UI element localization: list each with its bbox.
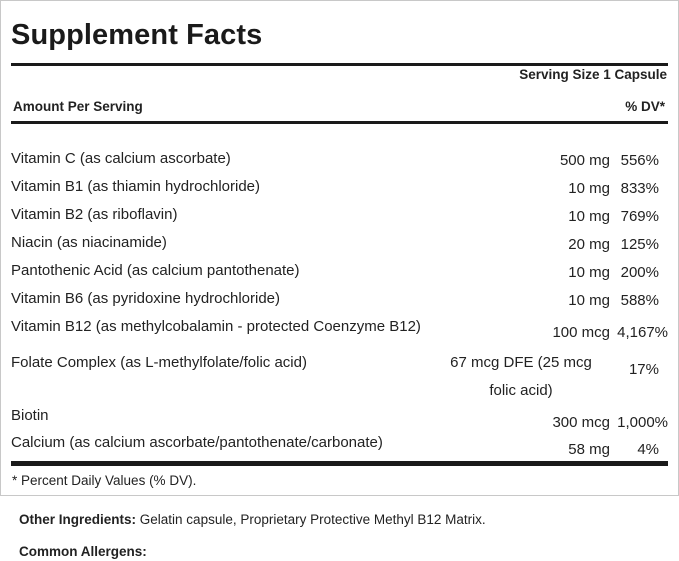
nutrient-dv: 4%: [637, 441, 659, 458]
nutrient-dv: 556%: [620, 152, 659, 169]
nutrient-name: Vitamin B2 (as riboflavin): [11, 206, 178, 223]
daily-value-header: % DV*: [625, 99, 665, 114]
nutrient-amount: 300 mcg: [552, 414, 610, 431]
daily-value-footnote: * Percent Daily Values (% DV).: [12, 473, 197, 488]
amount-per-serving-header: Amount Per Serving: [13, 99, 143, 114]
nutrient-name: Vitamin B1 (as thiamin hydrochloride): [11, 178, 261, 195]
nutrient-dv: 833%: [620, 180, 659, 197]
nutrient-name: Vitamin B12 (as methylcobalamin - protected Coenzyme B12): [11, 318, 421, 335]
serving-size: Serving Size 1 Capsule: [519, 67, 667, 82]
other-ingredients-label: Other Ingredients:: [19, 512, 137, 527]
nutrient-name: Folate Complex (as L-methylfolate/folic acid): [11, 354, 307, 371]
nutrient-amount: 10 mg: [568, 264, 610, 281]
other-ingredients: [19, 512, 486, 527]
nutrient-amount: 10 mg: [568, 180, 610, 197]
common-allergens-label: Common Allergens:: [19, 544, 147, 559]
nutrient-amount: 67 mcg DFE (25 mcg folic acid): [450, 354, 592, 399]
nutrient-name: Niacin (as niacinamide): [11, 234, 167, 251]
nutrient-name: Vitamin B6 (as pyridoxine hydrochloride): [11, 290, 281, 307]
nutrient-name: Biotin: [11, 407, 49, 424]
nutrient-dv: 769%: [620, 208, 659, 225]
nutrient-amount: 10 mg: [568, 208, 610, 225]
nutrient-amount: 100 mcg: [552, 324, 610, 341]
nutrient-dv: 17%: [628, 361, 659, 378]
title-divider: [11, 63, 668, 66]
nutrient-amount: 58 mg: [568, 441, 610, 458]
nutrient-amount: 500 mg: [559, 152, 610, 169]
nutrient-dv: 588%: [620, 292, 659, 309]
panel-title: Supplement Facts: [11, 19, 263, 51]
header-divider: [11, 121, 668, 124]
nutrient-name: Calcium (as calcium ascorbate/pantothenate/carbonate): [11, 434, 383, 451]
nutrient-dv: 1,000%: [617, 414, 668, 431]
nutrient-name: Pantothenic Acid (as calcium pantothenate): [11, 262, 300, 279]
nutrient-amount: 20 mg: [568, 236, 610, 253]
nutrient-amount: 10 mg: [568, 292, 610, 309]
other-ingredients-text: Gelatin capsule, Proprietary Protective Methyl B12 Matrix.: [139, 512, 486, 527]
bottom-divider: [11, 461, 668, 466]
nutrient-name: Vitamin C (as calcium ascorbate): [11, 150, 231, 167]
nutrient-dv: 125%: [620, 236, 659, 253]
nutrient-dv: 200%: [620, 264, 659, 281]
nutrient-dv: 4,167%: [617, 324, 668, 341]
